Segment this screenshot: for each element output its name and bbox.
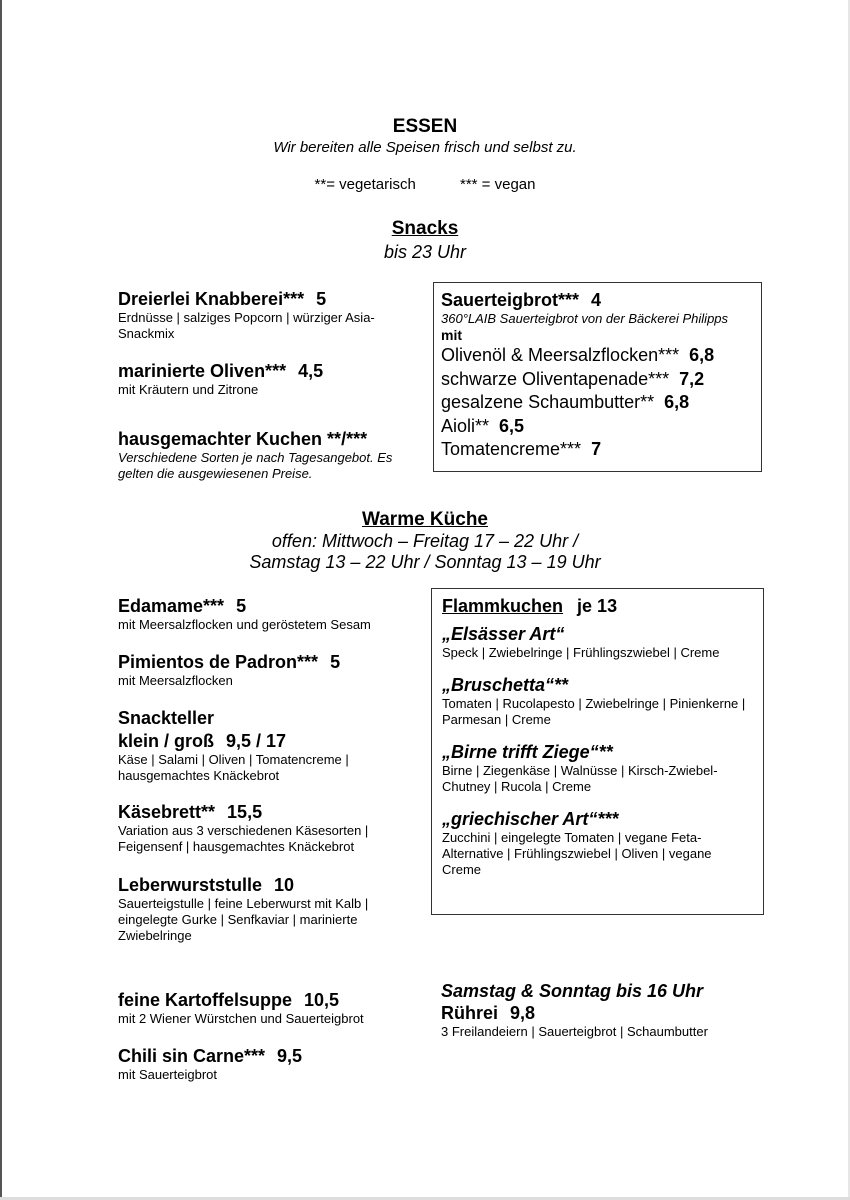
item-price: 10,5 bbox=[304, 990, 340, 1010]
snacks-hours: bis 23 Uhr bbox=[383, 242, 467, 262]
item-price: 5 bbox=[316, 289, 327, 309]
item-name: Leberwurststulle bbox=[118, 875, 263, 895]
snacks-heading: Snacks bbox=[391, 218, 459, 239]
menu-item bbox=[118, 595, 418, 633]
item-name: Käsebrett** bbox=[118, 802, 216, 822]
item-description: Verschiedene Sorten je nach Tagesangebot. Es gelten die ausgewiesenen Preise. bbox=[118, 450, 393, 481]
sourdough-option: gesalzene Schaumbutter** 6,8 bbox=[441, 392, 690, 412]
sourdough-option: schwarze Oliventapenade*** 7,2 bbox=[441, 368, 705, 389]
sourdough-mit-label: mit bbox=[441, 327, 462, 343]
menu-item bbox=[118, 428, 408, 482]
menu-item bbox=[118, 989, 418, 1027]
item-description: Erdnüsse | salziges Popcorn | würziger Asia-Snackmix bbox=[118, 310, 375, 341]
menu-item bbox=[118, 651, 418, 689]
legend-vegan: *** = vegan bbox=[460, 176, 536, 193]
item-description: mit Kräutern und Zitrone bbox=[118, 382, 259, 397]
flammkuchen-description: Zucchini | eingelegte Tomaten | vegane Feta-Alternative | Frühlingszwiebel | Oliven | vegane Creme bbox=[442, 830, 712, 877]
sourdough-option: Aioli** 6,5 bbox=[441, 415, 525, 436]
flammkuchen-box bbox=[431, 588, 764, 915]
menu-item bbox=[118, 707, 388, 784]
sourdough-option: Tomatencreme*** 7 bbox=[441, 439, 602, 459]
warm-kitchen-hours-line-2: Samstag 13 – 22 Uhr / Sonntag 13 – 19 Uhr bbox=[249, 552, 601, 572]
item-description: mit 2 Wiener Würstchen und Sauerteigbrot bbox=[118, 1011, 364, 1026]
page-subtitle: Wir bereiten alle Speisen frisch und selbst zu. bbox=[273, 139, 577, 156]
item-name: Pimientos de Padron*** bbox=[118, 652, 319, 672]
item-size-line: klein / groß bbox=[118, 731, 215, 751]
item-price: 10 bbox=[274, 875, 295, 895]
weekend-special bbox=[441, 980, 761, 1040]
flammkuchen-title: Flammkuchen bbox=[442, 596, 564, 616]
item-description: Variation aus 3 verschiedenen Käsesorten | Feigensenf | hausgemachtes Knäckebrot bbox=[118, 823, 369, 854]
flammkuchen-price: je 13 bbox=[577, 596, 618, 616]
item-description: mit Meersalzflocken und geröstetem Sesam bbox=[118, 617, 371, 632]
sourdough-note: 360°LAIB Sauerteigbrot von der Bäckerei Philipps bbox=[441, 311, 729, 326]
flammkuchen-name: „Elsässer Art“ bbox=[442, 624, 565, 644]
sourdough-title: Sauerteigbrot*** bbox=[441, 290, 580, 310]
item-price: 9,5 bbox=[277, 1046, 303, 1066]
item-price: 9,5 / 17 bbox=[226, 731, 287, 751]
item-description: Käse | Salami | Oliven | Tomatencreme | hausgemachtes Knäckebrot bbox=[118, 752, 349, 783]
item-price: 5 bbox=[236, 596, 247, 616]
warm-kitchen-hours-line-1: offen: Mittwoch – Freitag 17 – 22 Uhr / bbox=[271, 531, 579, 551]
flammkuchen-description: Tomaten | Rucolapesto | Zwiebelringe | Pinienkerne | Parmesan | Creme bbox=[442, 696, 746, 727]
warm-kitchen-heading: Warme Küche bbox=[362, 509, 488, 530]
item-name: Dreierlei Knabberei*** bbox=[118, 289, 305, 309]
item-name: marinierte Oliven*** bbox=[118, 361, 287, 381]
item-name: Chili sin Carne*** bbox=[118, 1046, 266, 1066]
flammkuchen-description: Birne | Ziegenkäse | Walnüsse | Kirsch-Zwiebel-Chutney | Rucola | Creme bbox=[442, 763, 718, 794]
weekend-item-name: Rührei bbox=[441, 1003, 499, 1023]
menu-item bbox=[118, 874, 398, 944]
weekend-item-description: 3 Freilandeiern | Sauerteigbrot | Schaumbutter bbox=[441, 1024, 708, 1039]
item-description: mit Meersalzflocken bbox=[118, 673, 233, 688]
item-description: mit Sauerteigbrot bbox=[118, 1067, 217, 1082]
sourdough-box bbox=[433, 282, 762, 472]
item-name: Edamame*** bbox=[118, 596, 225, 616]
flammkuchen-description: Speck | Zwiebelringe | Frühlingszwiebel | Creme bbox=[442, 645, 720, 660]
weekend-label: Samstag & Sonntag bis 16 Uhr bbox=[441, 981, 704, 1001]
item-price: 5 bbox=[330, 652, 341, 672]
menu-item bbox=[118, 288, 418, 342]
flammkuchen-name: „griechischer Art“*** bbox=[442, 809, 619, 829]
item-price: 4,5 bbox=[298, 361, 324, 381]
legend-vegetarian: **= vegetarisch bbox=[314, 176, 416, 193]
menu-item bbox=[118, 360, 418, 398]
weekend-item-price: 9,8 bbox=[510, 1003, 536, 1023]
sourdough-option: Olivenöl & Meersalzflocken*** 6,8 bbox=[441, 345, 715, 365]
sourdough-price: 4 bbox=[591, 290, 602, 310]
item-price: 15,5 bbox=[227, 802, 263, 822]
flammkuchen-name: „Birne trifft Ziege“** bbox=[442, 742, 613, 762]
menu-item bbox=[118, 1045, 418, 1083]
diet-legend bbox=[0, 176, 850, 193]
item-name: Snackteller bbox=[118, 708, 215, 728]
item-description: Sauerteigstulle | feine Leberwurst mit Kalb | eingelegte Gurke | Senfkaviar | marinierte Zwiebelringe bbox=[118, 896, 369, 943]
flammkuchen-name: „Bruschetta“** bbox=[442, 675, 569, 695]
page-title: ESSEN bbox=[392, 116, 458, 137]
item-name: feine Kartoffelsuppe bbox=[118, 990, 293, 1010]
item-name: hausgemachter Kuchen **/*** bbox=[118, 429, 368, 449]
menu-item bbox=[118, 801, 398, 855]
